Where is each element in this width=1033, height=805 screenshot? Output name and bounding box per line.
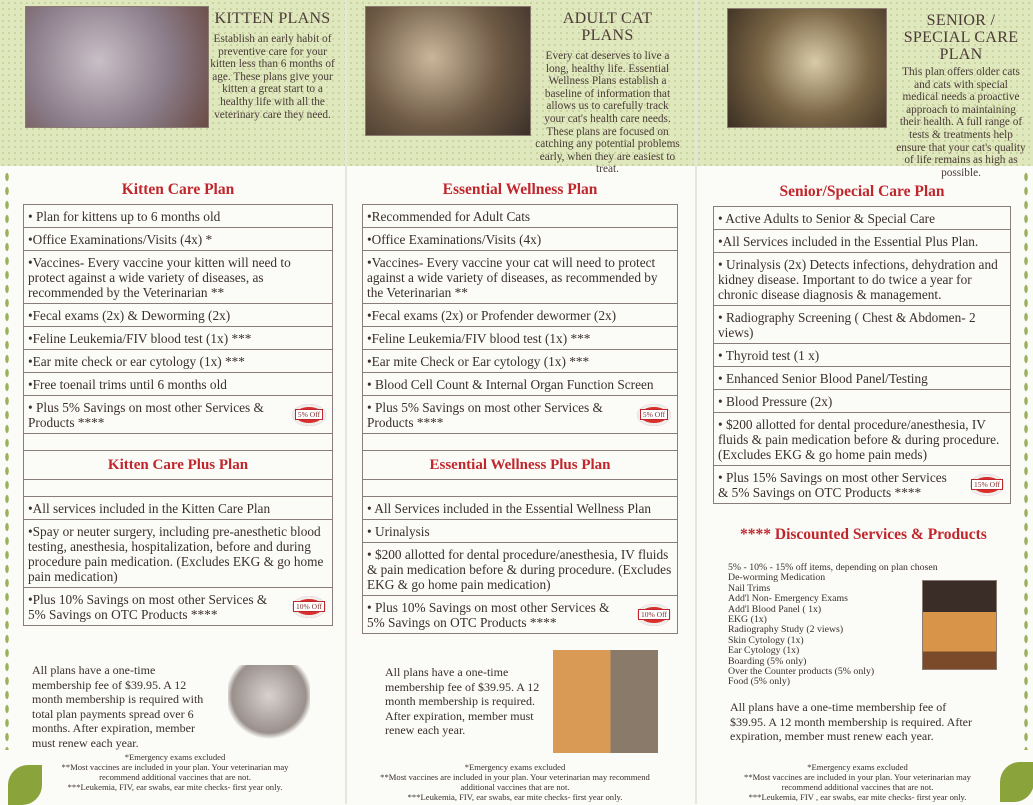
- footnote-3: ***Leukemia, FIV, ear swabs, ear mite checks- first year only.: [67, 782, 283, 792]
- kitten-photo: [25, 6, 209, 128]
- plan-benefit: [24, 588, 333, 626]
- footnote-1: *Emergency exams excluded: [124, 752, 226, 762]
- discounted-services-list: [728, 563, 938, 688]
- plan-benefit: [24, 373, 333, 396]
- benefit-text: •Office Examinations/Visits (4x): [367, 232, 542, 247]
- table-row: [363, 251, 678, 304]
- benefit-text: • Urinalysis: [367, 524, 430, 539]
- discount-badge: [292, 404, 326, 426]
- plan-benefit: [363, 543, 678, 596]
- discount-badge: [292, 596, 326, 618]
- plan-benefit: [24, 350, 333, 373]
- benefit-text: • Plus 15% Savings on most other Services & 5% Savings on OTC Products ****: [718, 470, 947, 500]
- plan-benefit: [363, 373, 678, 396]
- plan-benefit: [714, 230, 1011, 253]
- plan-title: Essential Wellness Plan: [442, 181, 598, 198]
- benefit-text: • Enhanced Senior Blood Panel/Testing: [718, 371, 928, 386]
- empty-cell: [363, 480, 678, 497]
- benefit-text: • Plus 5% Savings on most other Services & Products ****: [367, 400, 603, 430]
- benefit-text: • Thyroid test (1 x): [718, 348, 820, 363]
- kitten-photo-small: [228, 665, 310, 742]
- table-row: [24, 520, 333, 588]
- table-row: [714, 306, 1011, 344]
- empty-cell: [24, 434, 333, 451]
- table-row: [363, 327, 678, 350]
- table-row: [24, 350, 333, 373]
- footnote-1: *Emergency exams excluded: [464, 762, 566, 772]
- table-row: [24, 251, 333, 304]
- benefit-text: • Radiography Screening ( Chest & Abdomen- 2 views): [718, 310, 976, 340]
- benefit-text: •Vaccines- Every vaccine your cat will need to protect against a wide variety of diseases, as recommended by the Veterinarian **: [367, 255, 658, 300]
- discounted-item: Food (5% only): [728, 676, 791, 688]
- table-row: [363, 520, 678, 543]
- plan-benefit: [363, 228, 678, 251]
- fold-line: [695, 0, 697, 804]
- benefit-text: • Plan for kittens up to 6 months old: [28, 209, 221, 224]
- discounted-item: Add'l Non- Emergency Exams: [728, 593, 848, 605]
- plan-table: [362, 204, 678, 634]
- senior-care-plan-column: [713, 182, 1011, 504]
- benefit-text: •Ear mite check or ear cytology (1x) ***: [28, 354, 245, 369]
- table-row: [363, 205, 678, 228]
- adult-cat-photo: [365, 6, 531, 136]
- senior-plan-text: This plan offers older cats and cats with special medical needs a proactive approach to maintaining their health. A full range of tests & treatments help ensure that your cat's quality of life remains as high as possible.: [896, 66, 1026, 179]
- plan-benefit: [363, 304, 678, 327]
- decorative-dots: [4, 170, 10, 750]
- adult-membership-fee: All plans have a one-time membership fee of $39.95. A 12 month membership is required. After expiration, member must renew each year.: [385, 665, 540, 737]
- table-row: [24, 228, 333, 251]
- senior-plan-title: SENIOR / SPECIAL CARE PLAN: [903, 12, 1019, 63]
- benefit-text: •Recommended for Adult Cats: [367, 209, 531, 224]
- plan-benefit: [24, 228, 333, 251]
- plan-benefit: [24, 520, 333, 588]
- table-row: [363, 373, 678, 396]
- benefit-text: • Blood Pressure (2x): [718, 394, 833, 409]
- benefit-text: •All Services included in the Essential Plus Plan.: [718, 234, 979, 249]
- table-row: [363, 497, 678, 520]
- kitten-membership-fee: All plans have a one-time membership fee of $39.95. A 12 month membership is required with total plan payments spread over 6 months. After expiration, member must renew each year.: [32, 663, 204, 750]
- benefit-text: • Active Adults to Senior & Special Care: [718, 211, 936, 226]
- plan-benefit: [363, 596, 678, 634]
- table-row: [24, 451, 333, 480]
- table-row: [363, 304, 678, 327]
- table-row: [363, 350, 678, 373]
- benefit-text: •Feline Leukemia/FIV blood test (1x) ***: [367, 331, 591, 346]
- discounted-item: Ear Cytology (1x): [728, 645, 800, 657]
- discount-badge-label: 5% Off: [640, 409, 668, 420]
- senior-cat-photo: [727, 8, 887, 128]
- benefit-text: • Plus 5% Savings on most other Services & Products ****: [28, 400, 264, 430]
- benefit-text: •Spay or neuter surgery, including pre-anesthetic blood testing, anesthesia, hospitalization, before and during procedure pain medication. (Excludes EKG & go home pain medication): [28, 524, 324, 584]
- plan-benefit: [24, 327, 333, 350]
- sleeping-cat-photo: [922, 580, 997, 670]
- plan-benefit: [363, 205, 678, 228]
- discount-badge: [970, 474, 1004, 496]
- table-row: [24, 327, 333, 350]
- discounted-item: 5% - 10% - 15% off items, depending on plan chosen: [728, 562, 938, 573]
- table-row: [714, 390, 1011, 413]
- table-row: [363, 228, 678, 251]
- benefit-text: •Vaccines- Every vaccine your kitten will need to protect against a wide variety of diseases, as recommended by the Veterinarian **: [28, 255, 291, 300]
- discounted-item: EKG (1x): [728, 614, 767, 626]
- plan-benefit: [24, 497, 333, 520]
- benefit-text: • Urinalysis (2x) Detects infections, dehydration and kidney disease. Important to do twice a year for chronic disease diagnosis & management.: [718, 257, 998, 302]
- leaf-logo-icon: [1000, 762, 1033, 802]
- plan-benefit: [714, 344, 1011, 367]
- footnote-3: ***Leukemia, FIV, ear swabs, ear mite checks- first year only.: [407, 792, 623, 802]
- senior-footnotes: [735, 762, 980, 802]
- discount-badge: [637, 404, 671, 426]
- plan-table: [23, 204, 333, 626]
- benefit-text: • Plus 10% Savings on most other Services & 5% Savings on OTC Products ****: [367, 600, 610, 630]
- benefit-text: • $200 allotted for dental procedure/anesthesia, IV fluids & pain medication before & during procedure. (Excludes EKG & go home pain medication): [367, 547, 672, 592]
- plan-table: [713, 206, 1011, 504]
- plan-benefit: [714, 253, 1011, 306]
- kitten-care-plan-column: [23, 180, 333, 626]
- footnote-3: ***Leukemia, FIV , ear swabs, ear mite checks- first year only.: [748, 792, 967, 802]
- plan-benefit: [24, 205, 333, 228]
- leaf-logo-icon: [8, 765, 42, 805]
- discount-badge-label: 15% Off: [971, 479, 1003, 490]
- senior-membership-fee: All plans have a one-time membership fee of $39.95. A 12 month membership is required. After expiration, member must renew each year.: [730, 700, 972, 743]
- plan-title: Senior/Special Care Plan: [779, 183, 945, 200]
- plan-benefit: [363, 350, 678, 373]
- plan-benefit: [363, 520, 678, 543]
- benefit-text: •Office Examinations/Visits (4x) *: [28, 232, 213, 247]
- discounted-item: Add'l Blood Panel ( 1x): [728, 603, 822, 615]
- plan-benefit: [714, 390, 1011, 413]
- benefit-text: • $200 allotted for dental procedure/anesthesia, IV fluids & pain medication before & during procedure. (Excludes EKG & go home pain meds): [718, 417, 1000, 462]
- table-row: [714, 413, 1011, 466]
- plan-benefit: [363, 396, 678, 434]
- benefit-text: • Blood Cell Count & Internal Organ Function Screen: [367, 377, 654, 392]
- table-row: [24, 373, 333, 396]
- plus-plan-title: Essential Wellness Plus Plan: [363, 451, 678, 480]
- benefit-text: •Feline Leukemia/FIV blood test (1x) ***: [28, 331, 252, 346]
- adult-plans-text: Every cat deserves to live a long, healthy life. Essential Wellness Plans establish a baseline of information that allows us to carefully track your cat's health care needs. These plans are focused on catching any potential problems early, when they are easiest to treat.: [535, 50, 680, 176]
- discount-badge-label: 5% Off: [295, 409, 323, 420]
- kitten-plans-text: Establish an early habit of preventive care for your kitten less than 6 months of age. These plans give your kitten a great start to a healthy life with all the veterinary care they need.: [210, 33, 335, 121]
- table-row: [363, 434, 678, 451]
- footnote-2: **Most vaccines are included in your plan. Your veterinarian may recommend additional vaccines that are not.: [380, 772, 650, 792]
- kitten-plans-header: [210, 10, 335, 121]
- plan-benefit: [363, 327, 678, 350]
- benefit-text: •Fecal exams (2x) or Profender dewormer (2x): [367, 308, 617, 323]
- table-row: [24, 434, 333, 451]
- plan-title: Kitten Care Plan: [121, 181, 235, 198]
- table-row: [714, 253, 1011, 306]
- plan-benefit: [24, 251, 333, 304]
- table-row: [24, 497, 333, 520]
- plan-benefit: [363, 251, 678, 304]
- adult-footnotes: [380, 762, 650, 802]
- essential-wellness-plan-column: [362, 180, 678, 634]
- benefit-text: •Ear mite Check or Ear cytology (1x) ***: [367, 354, 590, 369]
- adult-plans-header: [535, 10, 680, 176]
- plan-benefit: [24, 304, 333, 327]
- table-row: [24, 480, 333, 497]
- plan-benefit: [714, 367, 1011, 390]
- discounted-item: Nail Trims: [728, 582, 771, 594]
- footnote-1: *Emergency exams excluded: [807, 762, 908, 772]
- benefit-text: •Free toenail trims until 6 months old: [28, 377, 227, 392]
- table-row: [363, 543, 678, 596]
- footnote-2: **Most vaccines are included in your plan. Your veterinarian may recommend additional vaccines that are not.: [744, 772, 971, 792]
- fold-line: [345, 0, 347, 804]
- table-row: [363, 596, 678, 634]
- plan-benefit: [714, 207, 1011, 230]
- plan-benefit: [363, 497, 678, 520]
- two-cats-photo: [553, 650, 658, 753]
- discounted-services-title: **** Discounted Services & Products: [740, 526, 987, 543]
- adult-plans-title: ADULT CAT PLANS: [562, 10, 653, 44]
- kitten-footnotes: [50, 752, 300, 792]
- plan-benefit: [714, 306, 1011, 344]
- plan-benefit: [24, 396, 333, 434]
- discounted-item: Over the Counter products (5% only): [728, 666, 875, 678]
- benefit-text: •Plus 10% Savings on most other Services & 5% Savings on OTC Products ****: [28, 592, 268, 622]
- table-row: [24, 205, 333, 228]
- table-row: [363, 480, 678, 497]
- plan-benefit: [714, 413, 1011, 466]
- empty-cell: [363, 434, 678, 451]
- empty-cell: [24, 480, 333, 497]
- decorative-dots: [1023, 170, 1029, 750]
- discounted-item: De-worming Medication: [728, 572, 826, 584]
- table-row: [24, 304, 333, 327]
- table-row: [714, 367, 1011, 390]
- table-row: [363, 451, 678, 480]
- benefit-text: •Fecal exams (2x) & Deworming (2x): [28, 308, 231, 323]
- discounted-item: Skin Cytology (1x): [728, 634, 804, 646]
- kitten-plans-title: KITTEN PLANS: [214, 10, 331, 27]
- discount-badge-label: 10% Off: [638, 609, 670, 620]
- table-row: [24, 588, 333, 626]
- table-row: [714, 230, 1011, 253]
- table-row: [714, 466, 1011, 504]
- table-row: [714, 344, 1011, 367]
- benefit-text: •All services included in the Kitten Care Plan: [28, 501, 271, 516]
- table-row: [714, 207, 1011, 230]
- table-row: [24, 396, 333, 434]
- discount-badge-label: 10% Off: [293, 601, 325, 612]
- discount-badge: [637, 604, 671, 626]
- plan-benefit: [714, 466, 1011, 504]
- discounted-item: Boarding (5% only): [728, 655, 807, 667]
- plus-plan-title: Kitten Care Plus Plan: [24, 451, 333, 480]
- footnote-2: **Most vaccines are included in your plan. Your veterinarian may recommend additional vaccines that are not.: [61, 762, 289, 782]
- discounted-item: Radiography Study (2 views): [728, 624, 844, 636]
- benefit-text: • All Services included in the Essential Wellness Plan: [367, 501, 652, 516]
- table-row: [363, 396, 678, 434]
- senior-plan-header: [895, 12, 1027, 179]
